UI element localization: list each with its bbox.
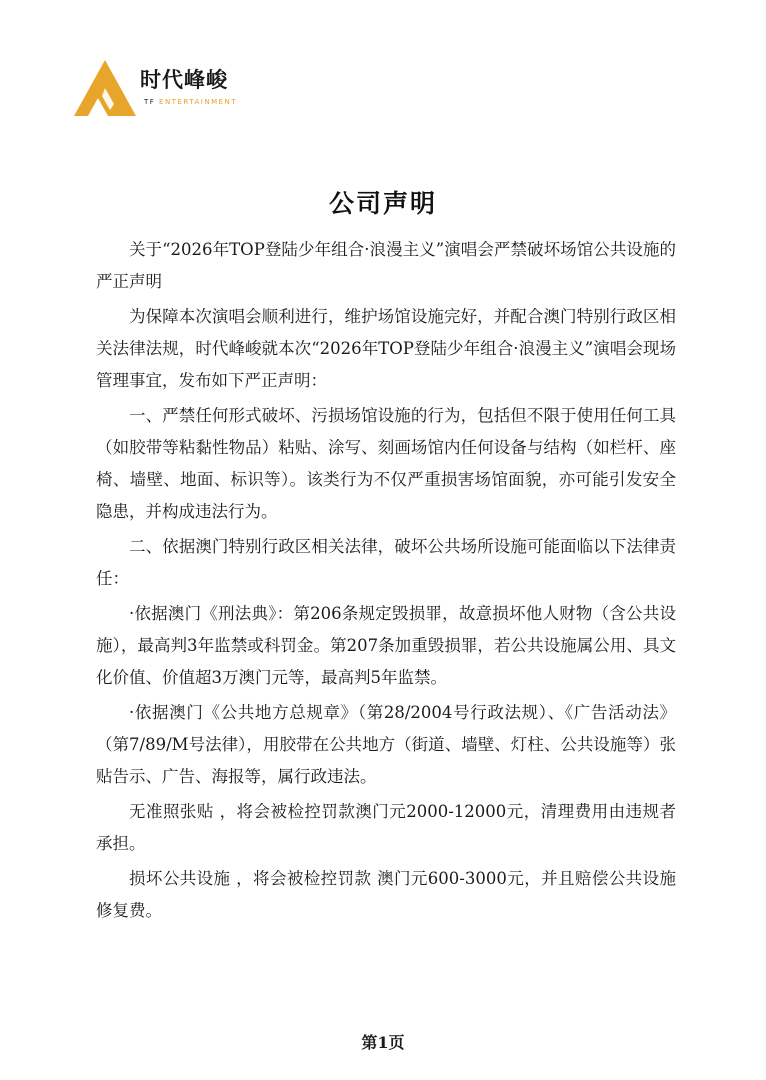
page-number: 第1页 (361, 1033, 405, 1052)
paragraph-fine-posting: 无准照张贴 ，将会被检控罚款澳门元2000-12000元，清理费用由违规者承担。 (96, 802, 676, 853)
paragraph-fine-damage: 损坏公共设施 ，将会被检控罚款 澳门元600-3000元，并且赔偿公共设施修复费。 (96, 869, 676, 920)
page-title: 公司声明 (328, 189, 437, 218)
paragraph-heading: 关于“2026年TOP登陆少年组合·浪漫主义”演唱会严禁破坏场馆公共设施的严正声明 (96, 240, 676, 291)
logo-subtitle (144, 98, 237, 106)
paragraph-item-2: 二、依据澳门特别行政区相关法律，破坏公共场所设施可能面临以下法律责任： (96, 537, 676, 588)
logo-sub-a: TF (144, 98, 156, 106)
paragraph-public-regulation: ·依据澳门《公共地方总规章》（第28/2004号行政法规）、《广告活动法》（第7/89/M号法律），用胶带在公共地方（街道、墙壁、灯柱、公共设施等）张贴告示、广告、海报等，属行政违法。 (96, 703, 676, 786)
logo-name: 时代峰峻 (140, 68, 228, 92)
logo-sub-b: ENTERTAINMENT (159, 98, 238, 106)
company-logo (72, 58, 252, 118)
paragraph-criminal-code: ·依据澳门《刑法典》：第206条规定毁损罪，故意损坏他人财物（含公共设施），最高判3年监禁或科罚金。第207条加重毁损罪，若公共设施属公用、具文化价值、价值超3万澳门元等，最高判5年监禁。 (96, 604, 676, 687)
statement-body (96, 234, 676, 930)
paragraph-intro: 为保障本次演唱会顺利进行，维护场馆设施完好，并配合澳门特别行政区相关法律法规，时代峰峻就本次“2026年TOP登陆少年组合·浪漫主义”演唱会现场管理事宜，发布如下严正声明： (96, 307, 676, 390)
triangle-logo-icon (72, 58, 138, 118)
paragraph-item-1: 一、严禁任何形式破坏、污损场馆设施的行为，包括但不限于使用任何工具（如胶带等粘黏性物品）粘贴、涂写、刻画场馆内任何设备与结构（如栏杆、座椅、墙壁、地面、标识等）。该类行为不仅严重损害场馆面貌，亦可能引发安全隐患，并构成违法行为。 (96, 406, 676, 521)
